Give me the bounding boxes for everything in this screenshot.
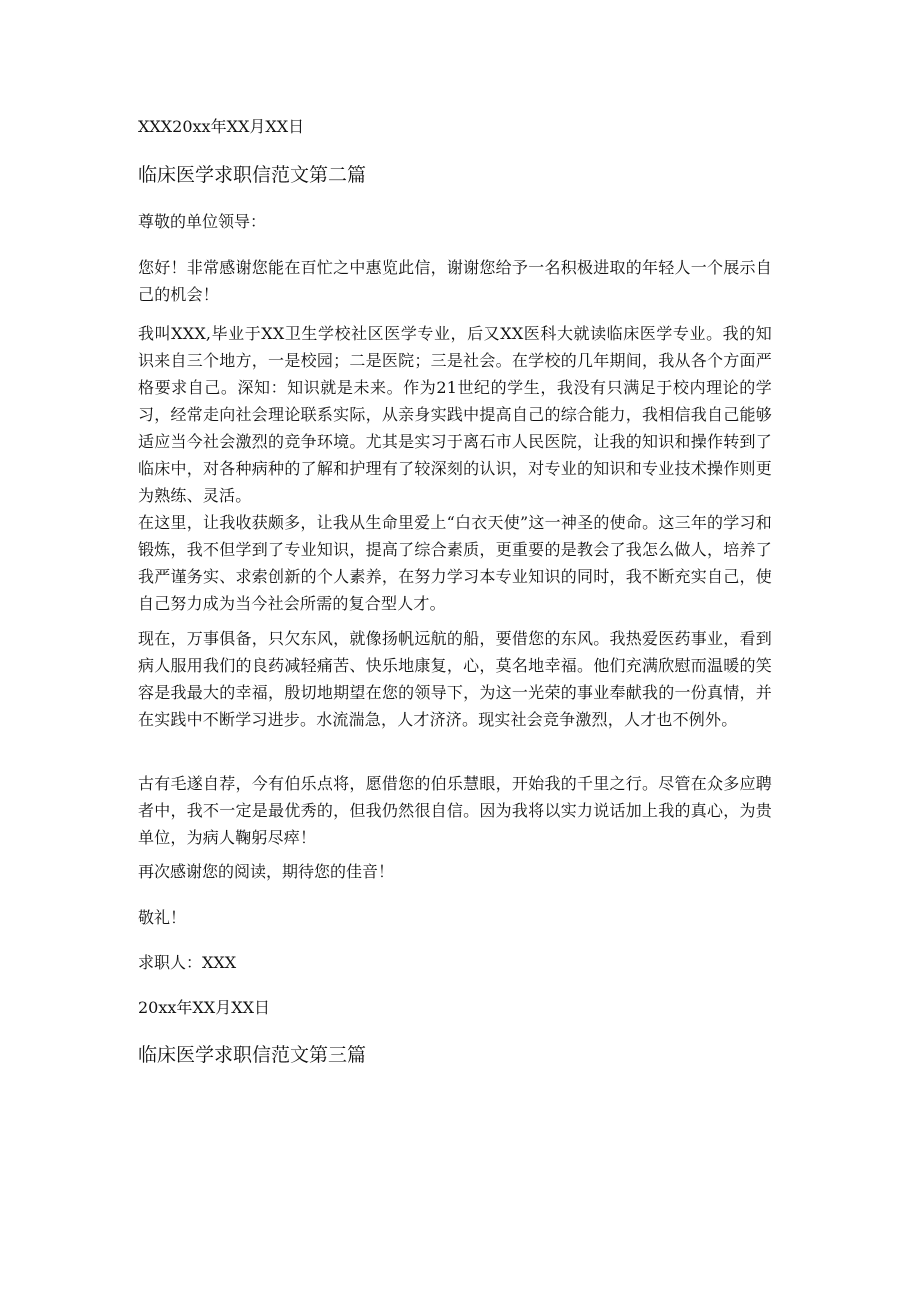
paragraph-introduction: 我叫XXX,毕业于XX卫生学校社区医学专业，后又XX医科大就读临床医学专业。我的知识来自三个地方，一是校园；二是医院；三是社会。在学校的几年期间，我从各个方面严格要求自己。深知：知识就是未来。作为21世纪的学生，我没有只满足于校内理论的学习，经常走向社会理论联系实际，从亲身实践中提高自己的综合能力，我相信我自己能够适应当今社会激烈的竞争环境。尤其是实习于离石市人民医院，让我的知识和操作转到了临床中，对各种病种的了解和护理有了较深刻的认识，对专业的知识和专业技术操作则更为熟练、灵活。 (138, 324, 772, 505)
section-title-third: 临床医学求职信范文第三篇 (138, 1044, 367, 1066)
paragraph-thanks: 再次感谢您的阅读，期待您的佳音！ (138, 862, 395, 881)
signature: 求职人：XXX (138, 953, 237, 972)
closing: 敬礼！ (138, 908, 187, 927)
paragraph-experience: 在这里，让我收获颇多，让我从生命里爱上“白衣天使”这一神圣的使命。这三年的学习和锻炼，我不但学到了专业知识，提高了综合素质，更重要的是教会了我怎么做人，培养了我严谨务实、求索创新的个人素养，在努力学习本专业知识的同时，我不断充实自己，使自己努力成为当今社会所需的复合型人才。 (138, 513, 772, 613)
paragraph-aspiration: 现在，万事俱备，只欠东风，就像扬帆远航的船，要借您的东风。我热爱医药事业，看到病人服用我们的良药减轻痛苦、快乐地康复，心，莫名地幸福。他们充满欣慰而温暖的笑容是我最大的幸福，殷切地期望在您的领导下，为这一光荣的事业奉献我的一份真情，并在实践中不断学习进步。水流湍急，人才济济。现实社会竞争激烈，人才也不例外。 (138, 629, 772, 729)
signature-date: 20xx年XX月XX日 (138, 998, 270, 1017)
section-title-second: 临床医学求职信范文第二篇 (138, 164, 367, 186)
previous-letter-date: XXX20xx年XX月XX日 (138, 117, 305, 136)
paragraph-self-recommendation: 古有毛遂自荐，今有伯乐点将，愿借您的伯乐慧眼，开始我的千里之行。尽管在众多应聘者中，我不一定是最优秀的，但我仍然很自信。因为我将以实力说话加上我的真心，为贵单位，为病人鞠躬尽瘁！ (138, 774, 772, 847)
paragraph-greeting: 您好！非常感谢您能在百忙之中惠览此信，谢谢您给予一名积极进取的年轻人一个展示自己的机会！ (138, 258, 772, 304)
salutation: 尊敬的单位领导： (138, 212, 267, 231)
